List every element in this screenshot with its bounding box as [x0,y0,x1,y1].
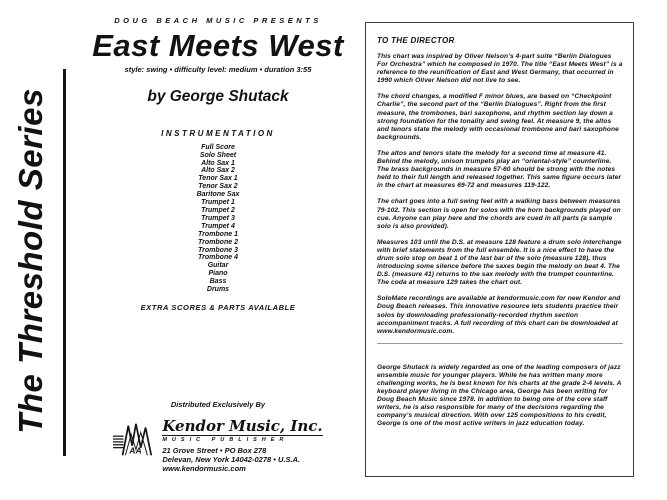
instrument-item: Trombone 3 [198,246,238,254]
instrument-item: Drums [206,286,230,294]
composer-name: George Shutack [377,363,429,371]
director-paragraph: SoloMate recordings are available at kendormusic.com for new Kendor and Doug Beach releases. This innovative resource lets students practice their solos by downloading professionally-recorded rhythm section accompaniment tracks. A full recording of this chart can be downloaded at www.kendormusic.com. [377,295,621,335]
publisher-address-line-1: 21 Grove Street • PO Box 278 [162,445,267,455]
instrument-item: Solo Sheet [199,151,237,159]
publisher-tagline: MUSIC PUBLISHER [162,436,289,443]
series-title: The Threshold Series [12,88,49,434]
instrument-item: Trombone 2 [198,238,238,246]
publisher-name: Kendor Music, Inc. [162,416,323,435]
instrument-item: Piano [208,270,228,278]
instrument-item: Baritone Sax [196,191,240,199]
kendor-logo-icon [113,420,157,460]
publisher-address-line-2: Delevan, New York 14042-0278 • U.S.A. [162,454,301,464]
extra-scores-note: EXTRA SCORES & PARTS AVAILABLE [140,302,296,312]
director-paragraph: The chord changes, a modified F minor blues, are based on “Checkpoint Charlie”, the second part of the “Berlin Dialogues”. Right from the first measure, the trombones, bari saxophone, and rhythm section lay down a strong foundation for the tonality and swing feel. At measure 9, the altos and tenors state the melody with occasional trombone and bari saxophone backgrounds. [377,93,619,141]
director-paragraphs [377,53,623,336]
instrument-item: Guitar [207,262,229,270]
presenter-line: DOUG BEACH MUSIC PRESENTS [114,16,322,25]
instrument-item: Trumpet 3 [201,214,235,222]
instrument-item: Trombone 1 [198,230,238,238]
instrument-item: Full Score [201,143,235,151]
svg-text:AA: AA [129,445,143,456]
instrument-item: Tenor Sax 2 [198,183,238,191]
publisher-website: www.kendormusic.com [162,463,246,473]
director-paragraph: This chart was inspired by Oliver Nelson’s 4-part suite “Berlin Dialogues For Orchestra” which he composed in 1970. The title “East Meets West” is a reference to the reunification of East and West Germany, that occurred in 1990 which Oliver Nelson did not live to see. [377,53,623,85]
composer-bio-text: is widely regarded as one of the leading composers of jazz ensemble music for younger players. While he has written many more challenging works, he is best known for his charts at the grade 2-4 levels. A keyboard player living in the Chicago area, George has been writing for Doug Beach Music since 1978. In addition to being one of the core staff writers, he is also responsible for many of the decisions regarding the company’s musical direction. With over 125 compositions to his credit, George is one of the most active writers in jazz education today. [377,363,622,428]
instrument-item: Alto Sax 2 [201,167,235,175]
instrument-item: Tenor Sax 1 [198,175,238,183]
director-heading: TO THE DIRECTOR [377,36,455,45]
bio-divider-rule [377,343,623,344]
director-notes-panel [365,22,634,477]
series-divider-rule [63,69,66,456]
instrument-item: Trombone 4 [198,254,238,262]
instrumentation-list [72,144,364,294]
publisher-block [72,418,364,473]
instrument-item: Trumpet 2 [201,206,235,214]
instrument-item: Bass [209,278,227,286]
main-column [72,0,364,473]
instrument-item: Trumpet 1 [201,199,235,207]
instrumentation-heading: INSTRUMENTATION [161,128,275,138]
publisher-text-block [162,418,322,473]
director-paragraph: The chart goes into a full swing feel with a walking bass between measures 79-102. This section is open for solos with the horn backgrounds played on cue. Anyone can play here and the chords are cued in all parts (a sample solo is also provided). [377,198,621,230]
director-paragraph: Measures 103 until the D.S. at measure 128 feature a drum solo interchange with brief statements from the full ensemble. It is a nice effect to have the drum solo stop on beat 1 of the last bar of the solo (measure 128), thus introducing some silence before the saxes begin the melody on beat 4. The D.S. (measure 41) returns to the sax melody with the trumpet counterline. The coda at measure 129 takes the chart out. [377,238,622,287]
instrument-item: Trumpet 4 [201,222,235,230]
distributed-by-label: Distributed Exclusively By [170,399,266,409]
composer-bio [377,364,623,429]
page-title: East Meets West [92,28,344,63]
director-paragraph: The altos and tenors state the melody for a second time at measure 41. Behind the melody, unison trumpets play an “oriental-style” counterline. The brass backgrounds in measure 57-60 should be strong with the notes held to their full length and released together. This same figure occurs later in the chart at measures 69-72 and measures 119-122. [377,149,622,190]
composer-byline: by George Shutack [147,87,289,105]
style-difficulty-duration: style: swing • difficulty level: medium • duration 3:55 [124,64,312,74]
instrument-item: Alto Sax 1 [201,159,235,167]
